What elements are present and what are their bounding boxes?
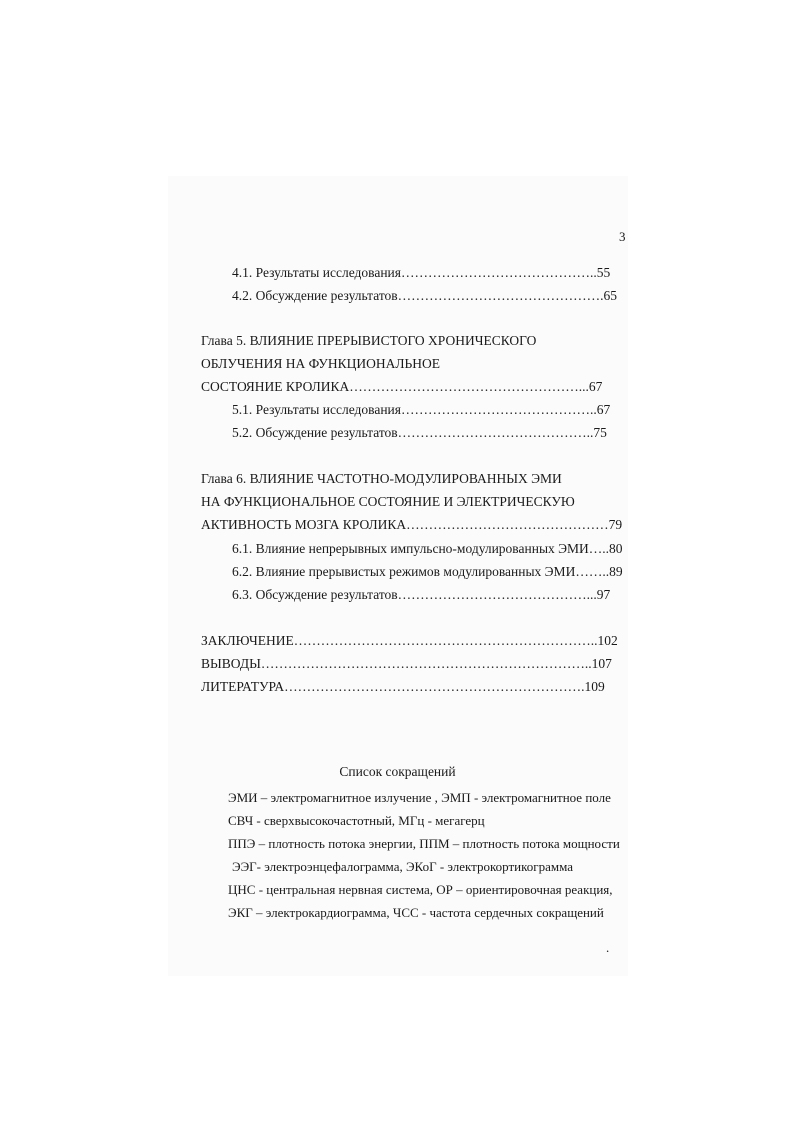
abbreviation-line-5: ЦНС - центральная нервная система, ОР – ориентировочная реакция, bbox=[228, 882, 613, 897]
stray-mark: . bbox=[606, 940, 610, 955]
abbreviations-title: Список сокращений bbox=[339, 764, 456, 779]
toc-item-5-2: 5.2. Обсуждение результатов……………………………………..75 bbox=[232, 425, 607, 440]
toc-chapter-6-title-line-1: Глава 6. ВЛИЯНИЕ ЧАСТОТНО-МОДУЛИРОВАННЫХ ЭМИ bbox=[201, 471, 562, 486]
abbreviation-line-2: СВЧ - сверхвысокочастотный, МГц - мегагерц bbox=[228, 813, 485, 828]
toc-chapter-6-title-line-3: АКТИВНОСТЬ МОЗГА КРОЛИКА………………………………………79 bbox=[201, 517, 623, 532]
toc-chapter-5-title-line-2: ОБЛУЧЕНИЯ НА ФУНКЦИОНАЛЬНОЕ bbox=[201, 356, 440, 371]
toc-chapter-6-title-line-2: НА ФУНКЦИОНАЛЬНОЕ СОСТОЯНИЕ И ЭЛЕКТРИЧЕСКУЮ bbox=[201, 494, 575, 509]
page-number: 3 bbox=[619, 229, 626, 244]
toc-chapter-5-title-line-3: СОСТОЯНИЕ КРОЛИКА……………………………………………...67 bbox=[201, 379, 603, 394]
abbreviation-line-1: ЭМИ – электромагнитное излучение , ЭМП - электромагнитное поле bbox=[228, 790, 611, 805]
toc-item-6-2: 6.2. Влияние прерывистых режимов модулированных ЭМИ……..89 bbox=[232, 564, 623, 579]
toc-item-5-1: 5.1. Результаты исследования……………………………………..67 bbox=[232, 402, 611, 417]
toc-item-6-1: 6.1. Влияние непрерывных импульсно-модулированных ЭМИ…..80 bbox=[232, 541, 623, 556]
toc-item-6-3: 6.3. Обсуждение результатов……………………………………...97 bbox=[232, 587, 611, 602]
toc-chapter-5-title-line-1: Глава 5. ВЛИЯНИЕ ПРЕРЫВИСТОГО ХРОНИЧЕСКОГО bbox=[201, 333, 537, 348]
toc-item-4-2: 4.2. Обсуждение результатов……………………………………….65 bbox=[232, 288, 618, 303]
abbreviation-line-4: ЭЭГ- электроэнцефалограмма, ЭКоГ - электрокортикограмма bbox=[232, 859, 574, 874]
toc-item-4-1: 4.1. Результаты исследования……………………………………..55 bbox=[232, 265, 611, 280]
toc-item-conclusion: ЗАКЛЮЧЕНИЕ…………………………………………………………..102 bbox=[201, 633, 618, 648]
toc-item-literature: ЛИТЕРАТУРА………………………………………………………….109 bbox=[201, 679, 605, 694]
abbreviation-line-6: ЭКГ – электрокардиограмма, ЧСС - частота сердечных сокращений bbox=[228, 905, 604, 920]
abbreviation-line-3: ППЭ – плотность потока энергии, ППМ – плотность потока мощности bbox=[228, 836, 620, 851]
toc-item-findings: ВЫВОДЫ………………………………………………………………..107 bbox=[201, 656, 612, 671]
